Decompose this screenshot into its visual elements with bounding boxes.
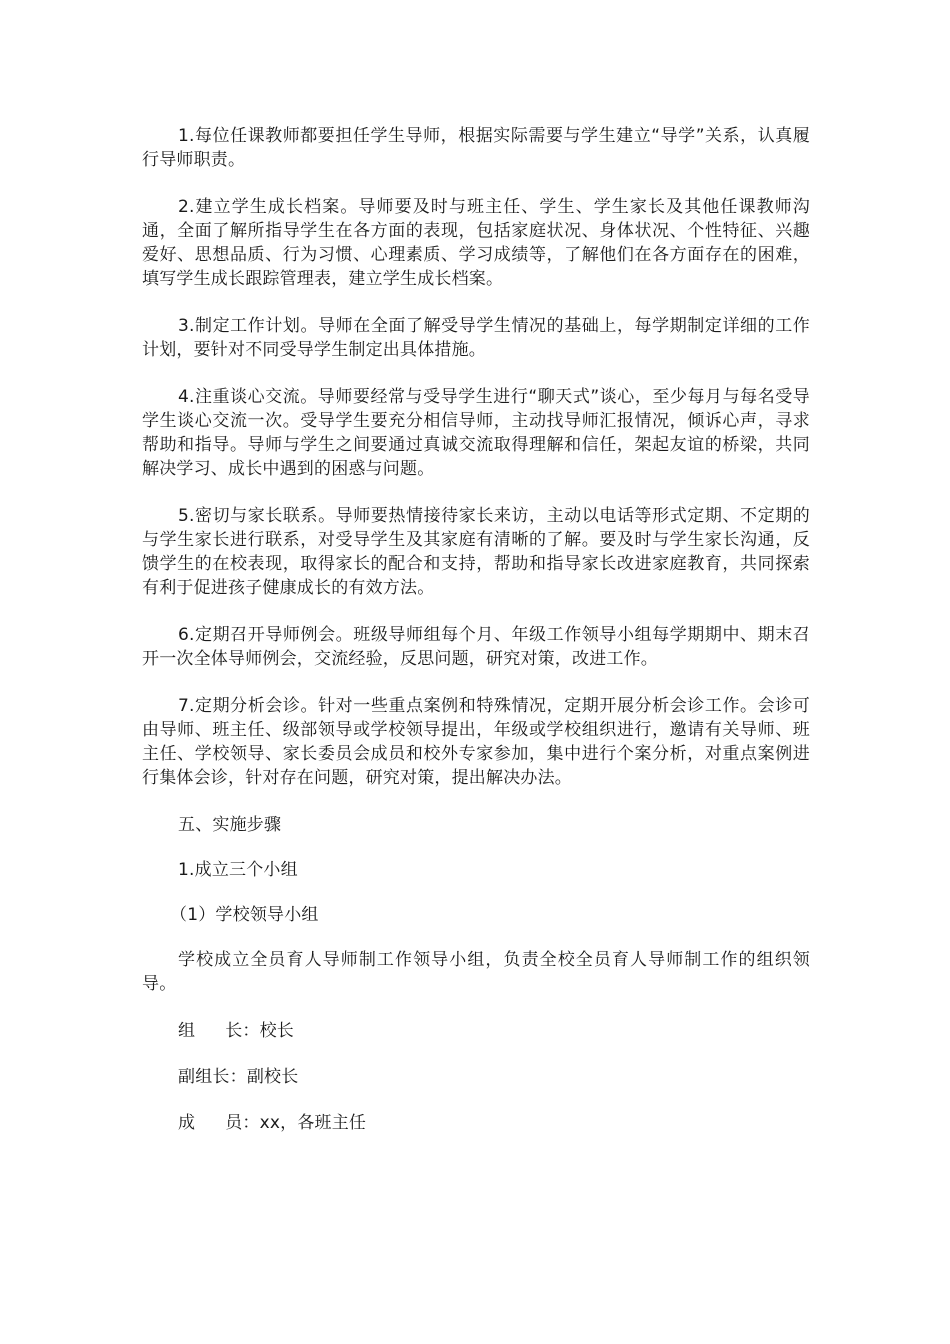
group-intro: 学校成立全员育人导师制工作领导小组，负责全校全员育人导师制工作的组织领导。 — [142, 950, 810, 994]
role-leader-value: 校长 — [259, 1021, 295, 1041]
role-members-key-1: 成 — [178, 1113, 196, 1133]
paragraph-4: 4.注重谈心交流。导师要经常与受导学生进行“聊天式”谈心，至少每月与每名受导学生谈心交流一次。受导学生要充分相信导师，主动找导师汇报情况，倾诉心声，寻求帮助和指导。导师与学生之间要通过真诚交流取得理解和信任，架起友谊的桥梁，共同解决学习、成长中遇到的困惑与问题。 — [142, 387, 810, 479]
role-deputy-key: 副组长： — [178, 1067, 247, 1087]
role-leader-key-2: 长： — [225, 1021, 260, 1041]
section-heading: 五、实施步骤 — [178, 815, 282, 835]
role-deputy — [142, 1065, 810, 1089]
paragraph-7: 7.定期分析会诊。针对一些重点案例和特殊情况，定期开展分析会诊工作。会诊可由导师、班主任、级部领导或学校领导提出，年级或学校组织进行，邀请有关导师、班主任、学校领导、家长委员会成员和校外专家参加，集中进行个案分析，对重点案例进行集体会诊，针对存在问题，研究对策，提出解决办法。 — [142, 696, 810, 788]
role-leader-key-1: 组 — [178, 1021, 196, 1041]
paragraph-6: 6.定期召开导师例会。班级导师组每个月、年级工作领导小组每学期期中、期末召开一次全体导师例会，交流经验，反思问题，研究对策，改进工作。 — [142, 625, 810, 669]
paragraph-1: 1.每位任课教师都要担任学生导师，根据实际需要与学生建立“导学”关系，认真履行导师职责。 — [142, 126, 810, 170]
subheading-leadership-group: （1）学校领导小组 — [170, 905, 319, 925]
role-members — [142, 1111, 810, 1135]
subheading-groups: 1.成立三个小组 — [178, 860, 298, 880]
paragraph-3: 3.制定工作计划。导师在全面了解受导学生情况的基础上，每学期制定详细的工作计划，要针对不同受导学生制定出具体措施。 — [142, 316, 810, 360]
role-members-value: xx，各班主任 — [259, 1113, 367, 1133]
paragraph-2: 2.建立学生成长档案。导师要及时与班主任、学生、学生家长及其他任课教师沟通，全面了解所指导学生在各方面的表现，包括家庭状况、身体状况、个性特征、兴趣爱好、思想品质、行为习惯、心理素质、学习成绩等，了解他们在各方面存在的困难，填写学生成长跟踪管理表，建立学生成长档案。 — [142, 197, 810, 289]
paragraph-5: 5.密切与家长联系。导师要热情接待家长来访，主动以电话等形式定期、不定期的与学生家长进行联系，对受导学生及其家庭有清晰的了解。要及时与学生家长沟通，反馈学生的在校表现，取得家长的配合和支持，帮助和指导家长改进家庭教育，共同探索有利于促进孩子健康成长的有效方法。 — [142, 506, 810, 598]
role-deputy-value: 副校长 — [246, 1067, 299, 1087]
role-members-key-2: 员： — [225, 1113, 260, 1133]
role-leader — [142, 1019, 810, 1043]
